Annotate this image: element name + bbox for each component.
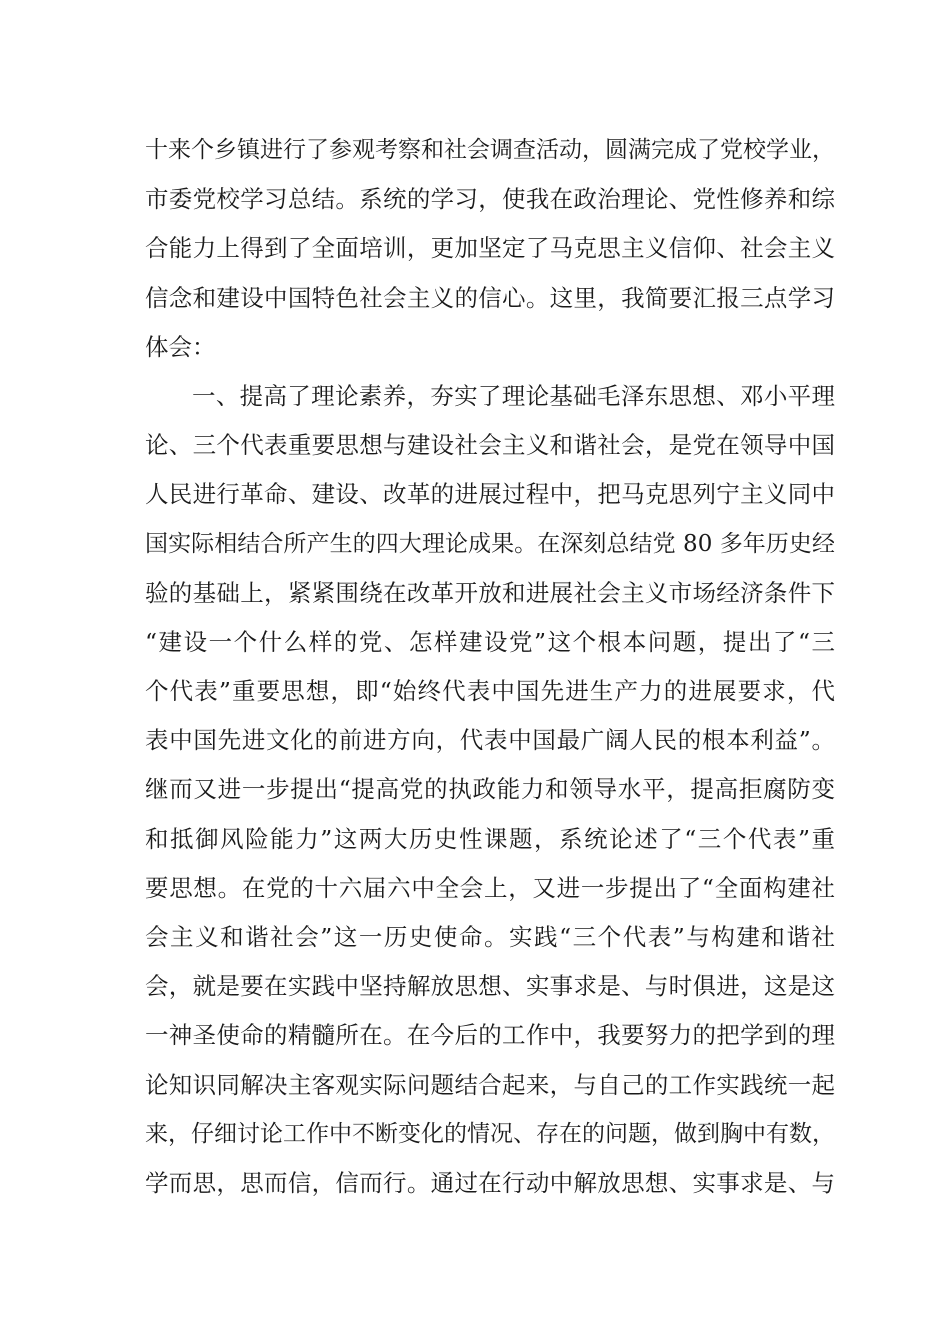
text-line: 要思想。在党的十六届六中全会上，又进一步提出了“全面构建社 — [145, 873, 835, 902]
text-line: 国实际相结合所产生的四大理论成果。在深刻总结党 80 多年历史经 — [145, 530, 835, 557]
text-line: 来，仔细讨论工作中不断变化的情况、存在的问题，做到胸中有数， — [145, 1120, 835, 1147]
text-line: 一神圣使命的精髓所在。在今后的工作中，我要努力的把学到的理 — [145, 1021, 835, 1050]
text-line: 表中国先进文化的前进方向，代表中国最广阔人民的根本利益”。 — [145, 726, 835, 755]
text-line: 和抵御风险能力”这两大历史性课题，系统论述了“三个代表”重 — [145, 824, 835, 853]
text-line: “建设一个什么样的党、怎样建设党”这个根本问题，提出了“三 — [145, 627, 835, 656]
text-line: 个代表”重要思想，即“始终代表中国先进生产力的进展要求，代 — [145, 677, 835, 706]
text-line: 论知识同解决主客观实际问题结合起来，与自己的工作实践统一起 — [145, 1070, 835, 1099]
text-line: 会主义和谐社会”这一历史使命。实践“三个代表”与构建和谐社 — [145, 923, 835, 951]
text-line: 人民进行革命、建设、改革的进展过程中，把马克思列宁主义同中 — [145, 480, 835, 509]
text-line: 验的基础上，紧紧围绕在改革开放和进展社会主义市场经济条件下 — [145, 578, 835, 607]
body-text — [145, 126, 835, 1208]
text-line: 信念和建设中国特色社会主义的信心。这里，我简要汇报三点学习 — [145, 283, 835, 312]
text-line: 市委党校学习总结。系统的学习，使我在政治理论、党性修养和综 — [145, 185, 835, 214]
section-heading-line: 一、提高了理论素养，夯实了理论基础毛泽东思想、邓小平理 — [192, 381, 835, 410]
text-line: 学而思，思而信，信而行。通过在行动中解放思想、实事求是、与 — [145, 1168, 835, 1197]
text-line: 十来个乡镇进行了参观考察和社会调查活动，圆满完成了党校学业， — [145, 137, 835, 163]
text-line: 合能力上得到了全面培训，更加坚定了马克思主义信仰、社会主义 — [145, 234, 835, 263]
text-line: 论、三个代表重要思想与建设社会主义和谐社会，是党在领导中国 — [145, 431, 835, 460]
text-line: 会，就是要在实践中坚持解放思想、实事求是、与时俱进，这是这 — [145, 972, 835, 1001]
text-line: 体会： — [145, 332, 216, 361]
text-line: 继而又进一步提出“提高党的执政能力和领导水平，提高拒腐防变 — [145, 775, 835, 804]
